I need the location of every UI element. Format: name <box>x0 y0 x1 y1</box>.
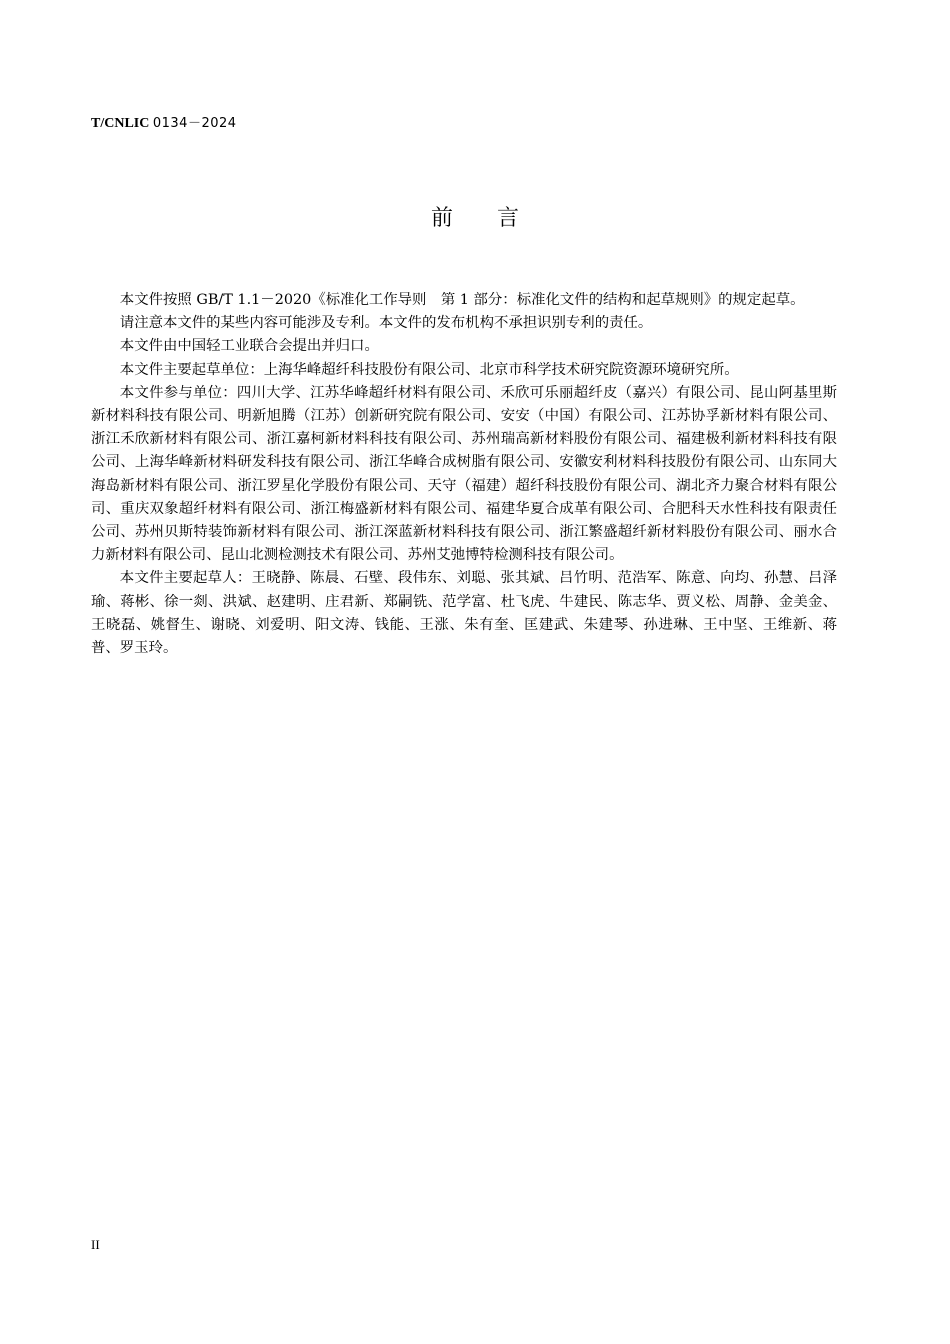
title-char-2: 言 <box>497 206 520 231</box>
standard-number: 0134－2024 <box>152 116 237 131</box>
page-title <box>0 204 950 234</box>
paragraph-participating-units: 本文件参与单位：四川大学、江苏华峰超纤材料有限公司、禾欣可乐丽超纤皮（嘉兴）有限公司、昆山阿基里斯新材料科技有限公司、明新旭腾（江苏）创新研究院有限公司、安安（中国）有限公司、江苏协孚新材料有限公司、浙江禾欣新材料有限公司、浙江嘉柯新材料科技有限公司、苏州瑞高新材料股份有限公司、福建极利新材料科技有限公司、上海华峰新材料研发科技有限公司、浙江华峰合成树脂有限公司、安徽安利材料科技股份有限公司、山东同大海岛新材料有限公司、浙江罗星化学股份有限公司、天守（福建）超纤科技股份有限公司、湖北齐力聚合材料有限公司、重庆双象超纤材料有限公司、浙江梅盛新材料有限公司、福建华夏合成革有限公司、合肥科天水性科技有限责任公司、苏州贝斯特装饰新材料有限公司、浙江深蓝新材料科技有限公司、浙江繁盛超纤新材料股份有限公司、丽水合力新材料有限公司、昆山北测检测技术有限公司、苏州艾弛博特检测科技有限公司。 <box>91 384 837 564</box>
page-number: II <box>91 1237 100 1252</box>
paragraph-patent-notice: 请注意本文件的某些内容可能涉及专利。本文件的发布机构不承担识别专利的责任。 <box>119 315 653 332</box>
paragraph-proposer: 本文件由中国轻工业联合会提出并归口。 <box>119 338 379 355</box>
standard-code <box>91 114 237 134</box>
paragraph-main-drafters: 本文件主要起草人：王晓静、陈晨、石壁、段伟东、刘聪、张其斌、吕竹明、范浩军、陈意、向均、孙慧、吕泽瑜、蒋彬、徐一剡、洪斌、赵建明、庄君新、郑嗣铣、范学富、杜飞虎、牛建民、陈志华、贾义松、周静、金美金、王晓磊、姚督生、谢晓、刘爱明、阳文涛、钱能、王涨、朱有奎、匡建武、朱建琴、孙进琳、王中坚、王维新、蒋普、罗玉玲。 <box>91 570 837 657</box>
paragraph-main-drafting-units: 本文件主要起草单位：上海华峰超纤科技股份有限公司、北京市科学技术研究院资源环境研究所。 <box>119 361 739 378</box>
paragraph-drafting-rules: 本文件按照 GB/T 1.1－2020《标准化工作导则 第 1 部分：标准化文件的结构和起草规则》的规定起草。 <box>119 292 805 308</box>
title-char-1: 前 <box>430 206 453 231</box>
standard-prefix: T/CNLIC <box>91 116 150 131</box>
foreword-body <box>91 289 837 660</box>
